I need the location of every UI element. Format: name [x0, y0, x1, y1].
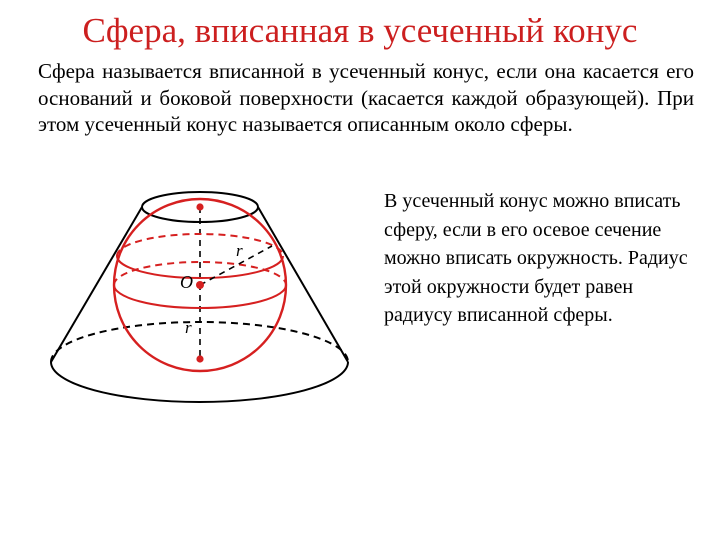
condition-paragraph: В усеченный конус можно вписать сферу, если в его осевое сечение можно вписать окружность. Радиус этой окружности будет равен радиусу вписанной сферы. [384, 190, 688, 326]
center-label: O [180, 272, 193, 292]
center-point [196, 281, 204, 289]
definition-paragraph: Сфера называется вписанной в усеченный конус, если она касается его оснований и боковой поверхности (касается каждой образующей). При этом усеченный конус называется описанным около сферы. [38, 59, 694, 136]
radius-label-bottom: r [185, 318, 192, 337]
radius-label-top: r [236, 241, 243, 260]
bottom-base-front [51, 362, 348, 402]
inscribed-sphere-figure [30, 178, 350, 418]
top-tangency-point [196, 203, 203, 210]
bottom-tangency-point [196, 355, 203, 362]
left-generatrix [51, 207, 142, 362]
right-generatrix [258, 207, 348, 362]
slide-title: Сфера, вписанная в усеченный конус [82, 11, 638, 50]
